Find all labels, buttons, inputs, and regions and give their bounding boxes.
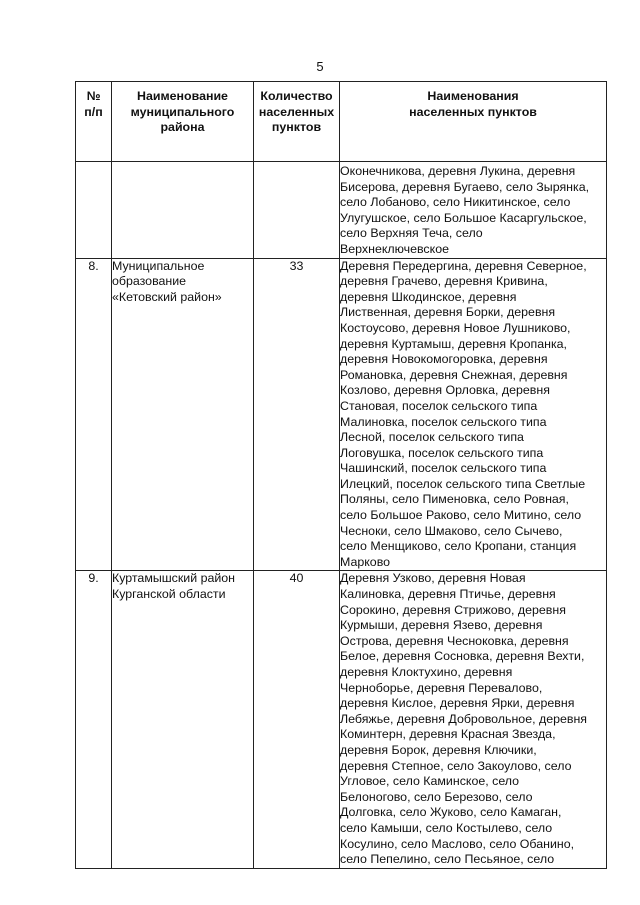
header-district-line: района xyxy=(160,120,205,134)
header-names-line: населенных пунктов xyxy=(409,104,537,119)
header-district xyxy=(112,82,254,162)
settlement-names-line: Белоногово, село Березово, село xyxy=(340,789,533,804)
settlement-names-line: Логовушка, поселок сельского типа xyxy=(340,445,544,460)
settlement-names-line: Романовка, деревня Снежная, деревня xyxy=(340,367,568,382)
settlement-names-line: деревня Куртамыш, деревня Кропанка, xyxy=(340,336,568,351)
table-row xyxy=(76,258,607,571)
header-num xyxy=(76,82,112,162)
row-number: 9. xyxy=(76,571,112,868)
row-number: 8. xyxy=(76,258,112,571)
page-number: 5 xyxy=(316,59,324,74)
district-name-line: «Кетовский район» xyxy=(112,289,222,304)
settlement-names-line: Долговка, село Жуково, село Камаган, xyxy=(340,805,562,820)
settlement-names-line: Острова, деревня Чесноковка, деревня xyxy=(340,633,569,648)
settlement-names-line: Лесной, поселок сельского типа xyxy=(340,430,524,445)
settlement-names-line: Марково xyxy=(340,554,391,569)
table-header-row xyxy=(76,82,607,162)
district-name-line: Курганской области xyxy=(112,587,226,602)
settlement-names-line: Деревня Узково, деревня Новая xyxy=(340,571,526,586)
settlement-names-line: село Менщиково, село Кропани, станция xyxy=(340,539,577,554)
settlement-count: 40 xyxy=(254,571,340,868)
header-count-line: населенных xyxy=(258,104,335,119)
settlement-names-line: Чесноки, село Шмаково, село Сычево, xyxy=(340,523,563,538)
settlement-names-line: село Верхняя Теча, село xyxy=(340,226,483,241)
settlement-names-line: Илецкий, поселок сельского типа Светлые xyxy=(340,476,586,491)
settlement-names-line: Белое, деревня Сосновка, деревня Вехти, xyxy=(340,649,585,664)
header-district-line: муниципального xyxy=(130,104,235,119)
settlement-names-line: Улугушское, село Большое Касаргульское, xyxy=(340,210,587,225)
settlement-names-line: деревня Кислое, деревня Ярки, деревня xyxy=(340,696,575,711)
settlement-names-line: Становая, поселок сельского типа xyxy=(340,398,538,413)
settlement-names-line: Чашинский, поселок сельского типа xyxy=(340,461,547,476)
district-name-line: Куртамышский район xyxy=(112,571,236,586)
district-name xyxy=(112,258,254,571)
district-name xyxy=(112,162,254,259)
settlement-names-line: деревня Шкодинское, деревня xyxy=(340,289,517,304)
header-count xyxy=(254,82,340,162)
settlement-names-line: село Большое Раково, село Митино, село xyxy=(340,508,582,523)
settlement-names-line: деревня Новокомогоровка, деревня xyxy=(340,352,548,367)
settlement-names-line: Козлово, деревня Орловка, деревня xyxy=(340,383,550,398)
settlement-names-line: село Пепелино, село Песьяное, село xyxy=(340,852,555,867)
settlement-names xyxy=(340,258,607,571)
header-count-line: Количество xyxy=(260,89,333,103)
header-district-line: Наименование xyxy=(137,89,228,103)
settlement-names-line: Коминтерн, деревня Красная Звезда, xyxy=(340,727,556,742)
settlement-names-line: Деревня Передергина, деревня Северное, xyxy=(340,258,587,273)
settlement-names-line: село Камыши, село Костылево, село xyxy=(340,820,553,835)
settlement-names-line: Лиственная, деревня Борки, деревня xyxy=(340,305,556,320)
settlement-names-line: Черноборье, деревня Перевалово, xyxy=(340,680,543,695)
header-names-line: Наименования xyxy=(427,89,519,103)
settlement-names-line: деревня Грачево, деревня Кривина, xyxy=(340,274,548,289)
settlement-names-line: село Лобаново, село Никитинское, село xyxy=(340,195,571,210)
settlement-names-line: Угловое, село Каминское, село xyxy=(340,774,520,789)
settlement-count xyxy=(254,162,340,259)
settlement-names-line: Курмыши, деревня Язево, деревня xyxy=(340,618,543,633)
settlement-names xyxy=(340,162,607,259)
header-names xyxy=(340,82,607,162)
settlement-names-line: Калиновка, деревня Птичье, деревня xyxy=(340,587,556,602)
settlement-names-line: Оконечникова, деревня Лукина, деревня xyxy=(340,164,576,178)
settlement-names-line: Лебяжье, деревня Добровольное, деревня xyxy=(340,711,588,726)
settlement-names-line: деревня Степное, село Закоулово, село xyxy=(340,758,572,773)
settlement-names-line: Костоусово, деревня Новое Лушниково, xyxy=(340,320,571,335)
header-count-line: пунктов xyxy=(271,120,322,134)
settlement-names-line: Поляны, село Пименовка, село Ровная, xyxy=(340,492,569,507)
settlement-names-line: деревня Клоктухино, деревня xyxy=(340,665,513,679)
district-name xyxy=(112,571,254,868)
row-number xyxy=(76,162,112,259)
settlement-names-line: Малиновка, поселок сельского типа xyxy=(340,414,547,429)
settlements-table xyxy=(75,81,607,869)
table-row xyxy=(76,571,607,868)
settlement-names-line: Бисерова, деревня Бугаево, село Зырянка, xyxy=(340,179,590,194)
district-name-line: Муниципальное xyxy=(112,258,205,273)
header-num-line: № xyxy=(86,89,101,103)
district-name-line: образование xyxy=(112,274,187,289)
table-row xyxy=(76,162,607,259)
settlement-names xyxy=(340,571,607,868)
settlement-names-line: Косулино, село Маслово, село Обанино, xyxy=(340,836,575,851)
settlement-names-line: Сорокино, деревня Стрижово, деревня xyxy=(340,602,566,617)
settlement-count: 33 xyxy=(254,258,340,571)
settlement-names-line: деревня Борок, деревня Ключики, xyxy=(340,742,537,757)
header-num-line: п/п xyxy=(84,104,103,119)
settlement-names-line: Верхнеключевское xyxy=(340,241,449,256)
